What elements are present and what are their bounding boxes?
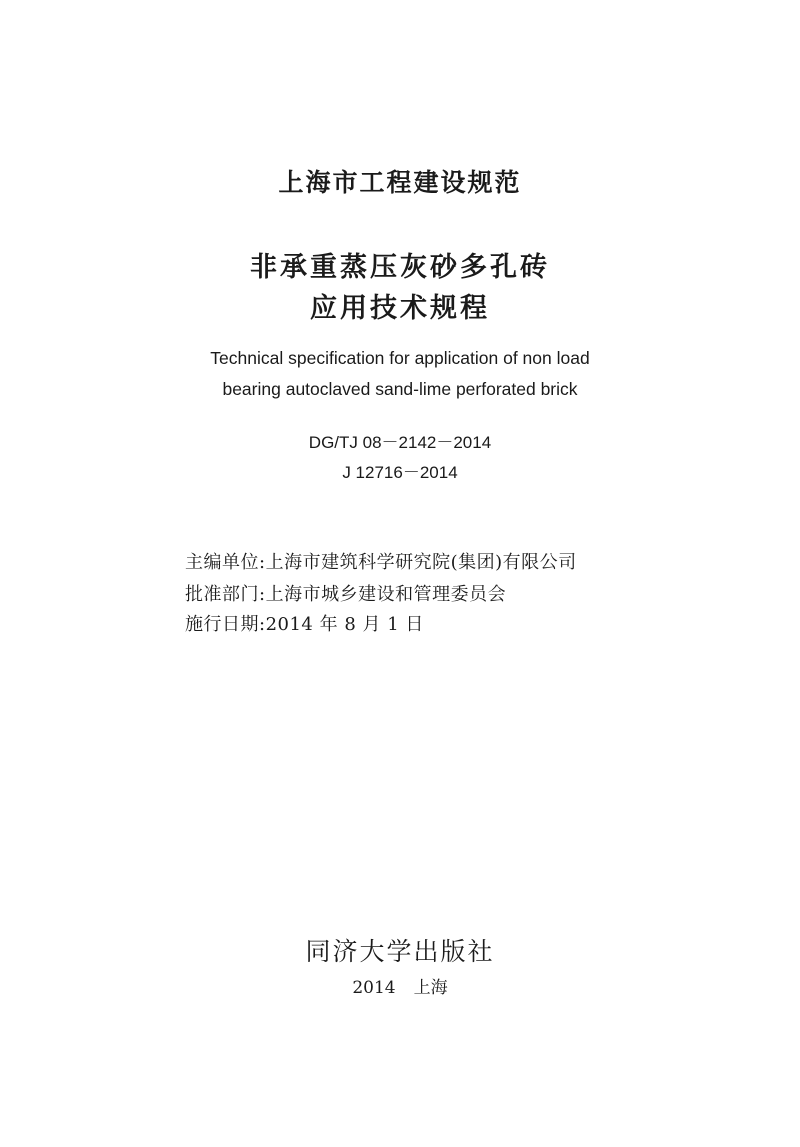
series-title: 上海市工程建设规范 <box>278 168 522 197</box>
standard-code: DG/TJ 08－2142－2014 <box>308 433 492 452</box>
publication-year: 2014 <box>352 978 396 998</box>
document-title-line-1: 非承重蒸压灰砂多孔砖 <box>250 252 550 283</box>
english-title-line-1: Technical specification for application of non load <box>210 348 590 368</box>
english-title-line-2: bearing autoclaved sand-lime perforated brick <box>222 379 578 399</box>
publication-info <box>0 973 800 998</box>
approving-department: 批准部门:上海市城乡建设和管理委员会 <box>185 584 507 605</box>
publisher-name: 同济大学出版社 <box>305 937 495 966</box>
document-title-line-2: 应用技术规程 <box>310 293 490 324</box>
editor-unit: 主编单位:上海市建筑科学研究院(集团)有限公司 <box>185 552 577 573</box>
publication-city: 上海 <box>413 978 448 998</box>
effective-date: 施行日期:2014 年 8 月 1 日 <box>185 614 424 635</box>
record-code: J 12716－2014 <box>342 463 458 482</box>
